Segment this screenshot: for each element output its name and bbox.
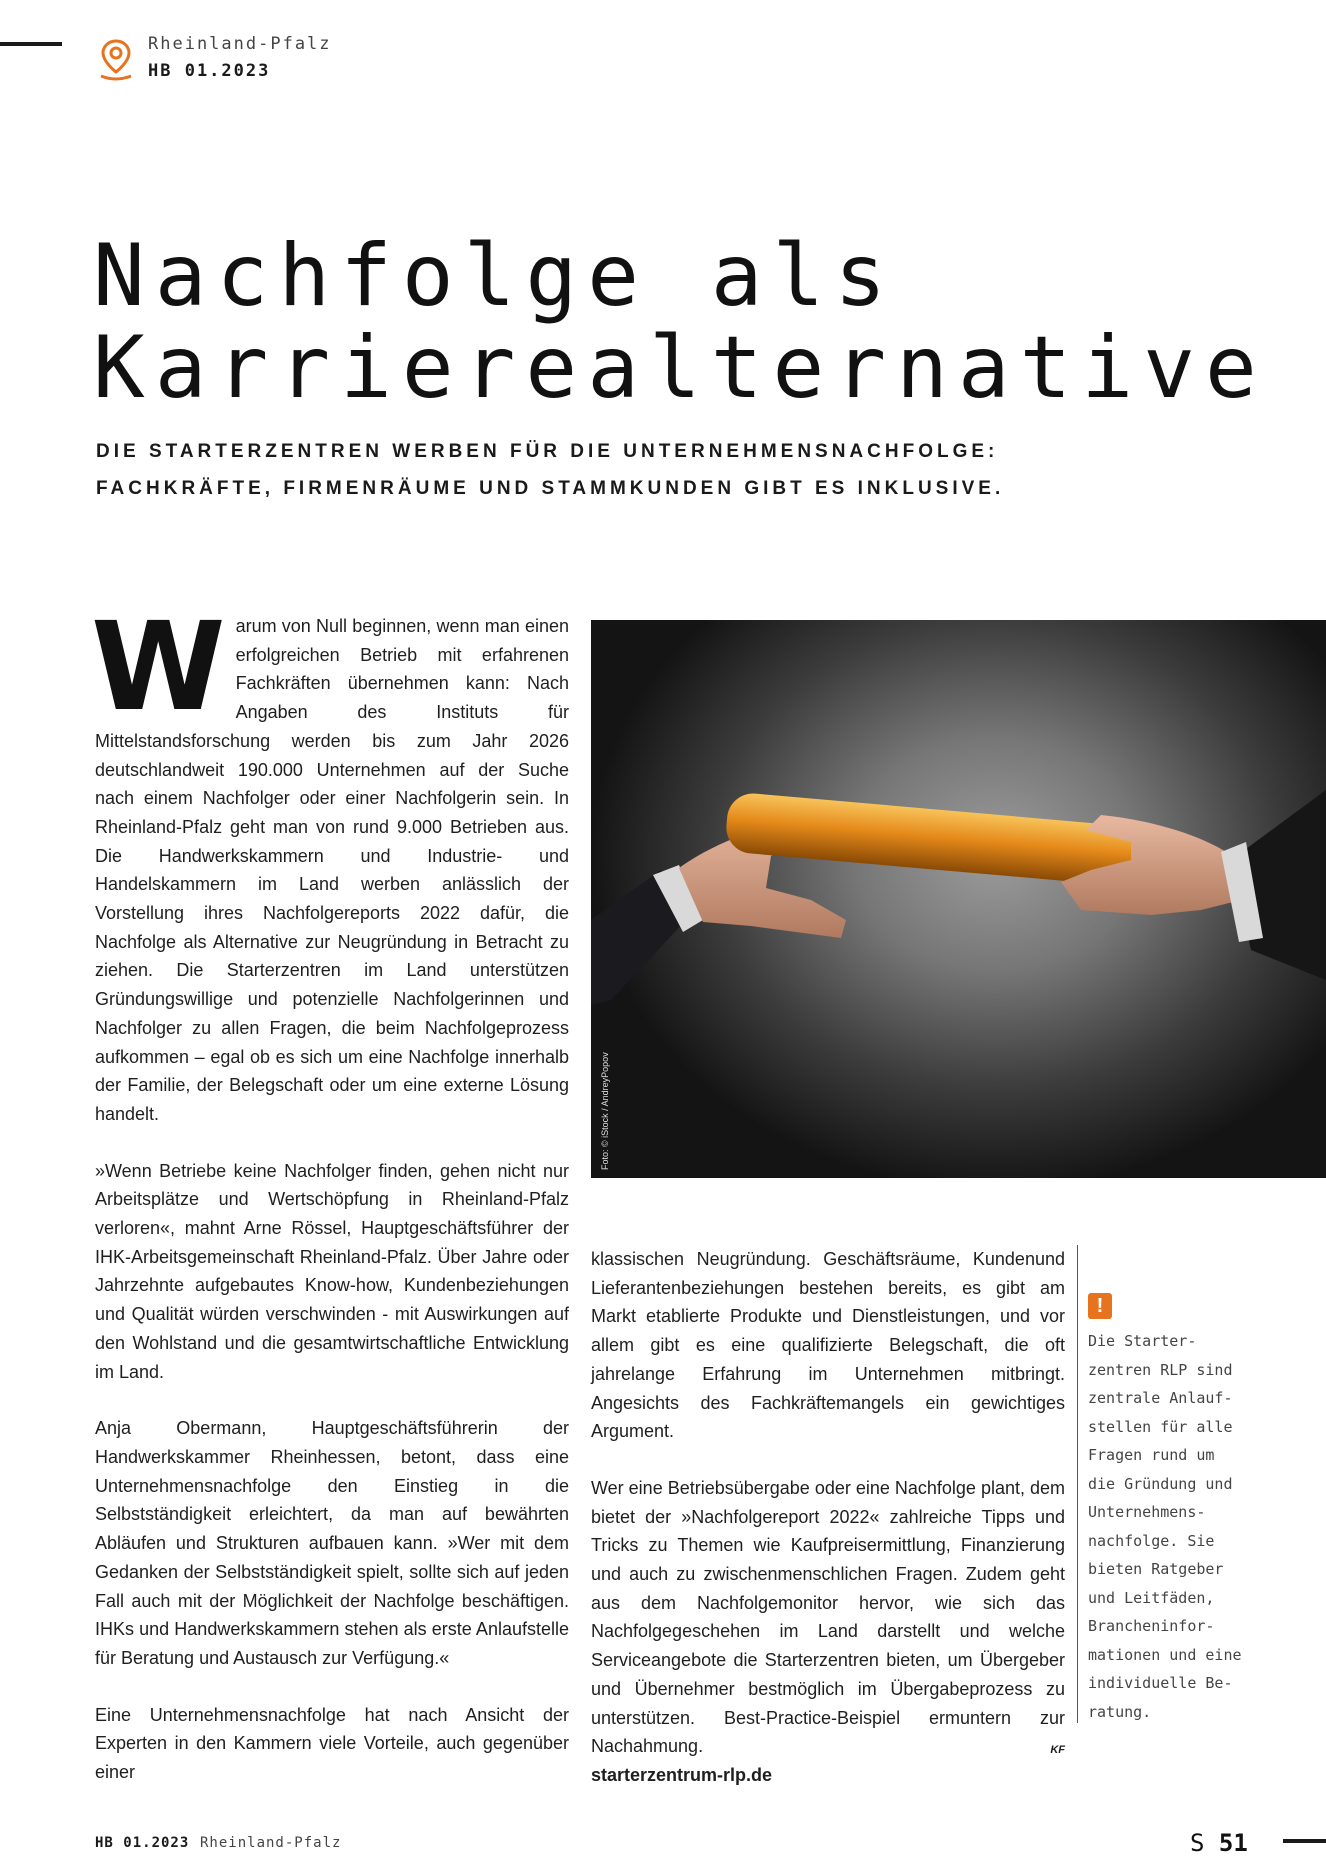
paragraph-3-text: Anja Obermann, Hauptgeschäftsführerin der Handwerkskammer Rheinhessen, betont, dass eine Unternehmensnachfolge den Einstieg in die Selbstständigkeit erleichtert, da man auf bewährten Abläufen und Strukturen aufbauen kann. »Wer mit dem Gedanken der Selbstständigkeit spielt, sollte sich auf jeden Fall auch mit der Möglichkeit der Nachfolge beschäftigen. IHKs und Handwerkskammern stehen als erste Anlaufstelle für Beratung und Austausch zur Verfügung.« [95,1418,569,1668]
article-title [93,226,1267,418]
photo-credit: Foto: © iStock / AndreyPopov [600,1052,610,1170]
paragraph-2-text: »Wenn Betriebe keine Nachfolger finden, gehen nicht nur Arbeitsplätze und Wertschöpfung in Rheinland-Pfalz verloren«, mahnt Arne Rössel, Hauptgeschäftsführer der IHK-Arbeitsgemeinschaft Rheinland-Pfalz. Über Jahre oder Jahrzehnte aufgebautes Know-how, Kundenbeziehungen und Qualität würden verschwinden - mit Auswirkungen auf den Wohlstand und die gesamtwirtschaftliche Entwicklung im Land. [95,1160,569,1382]
title-line-1: Nachfolge als [93,226,897,326]
sidebar-line: bieten Ratgeber [1088,1560,1224,1578]
header-region: Rheinland-Pfalz [148,34,332,54]
article-photo [591,620,1326,1178]
sidebar-line: Unternehmens- [1088,1503,1206,1521]
location-pin-icon [97,38,135,82]
website-link[interactable]: starterzentrum-rlp.de [591,1764,773,1785]
sidebar-line: zentrale Anlauf- [1088,1389,1233,1407]
sidebar-line: nachfolge. Sie [1088,1531,1215,1550]
paragraph-3 [95,1414,569,1672]
sidebar-line: ratung. [1088,1702,1152,1721]
sidebar-line: Die Starter- [1088,1332,1197,1350]
subtitle-line-1: DIE STARTERZENTREN WERBEN FÜR DIE UNTERNEHMENSNACHFOLGE: [96,441,999,462]
paragraph-6 [591,1474,1065,1761]
left-column [91,596,569,1815]
subtitle-line-2: FACHKRÄFTE, FIRMENRÄUME UND STAMMKUNDEN GIBT ES INKLUSIVE. [96,478,1005,499]
relay-baton-illustration [591,620,1326,1178]
footer-region: Rheinland-Pfalz [200,1835,342,1851]
exclamation-icon: ! [1088,1293,1112,1319]
paragraph-6-text: Wer eine Betriebsübergabe oder eine Nachfolge plant, dem bietet der »Nachfolgereport 2022« zahlreiche Tipps und Tricks zu Themen wie Kaufpreisermittlung, Finanzierung und auch zu zwischenmenschlichen Fragen. Zudem geht aus dem Nachfolgemonitor hervor, wie sich das Nachfolgegeschehen im Land darstellt und welche Serviceangebote die Starterzentren bieten, um Übergeber und Übernehmer bestmöglich im Übergabeprozess zu unterstützen. Best-Practice-Beispiel ermuntern zur Nachahmung. [591,1477,1065,1757]
middle-column [591,1245,1065,1790]
sidebar-line: mationen und eine [1088,1645,1242,1664]
footer-issue: HB 01.2023 [95,1835,190,1851]
sidebar-line: zentren RLP sind [1088,1360,1233,1379]
bottom-right-rule [1283,1839,1326,1843]
paragraph-4 [95,1701,569,1787]
paragraph-5-text: klassischen Neugründung. Geschäftsräume, Kundenund Lieferantenbeziehungen bestehen bereits, es gibt am Markt etablierte Produkte und Dienstleistungen, und vor allem gibt es eine qualifizierte Belegschaft, die oft jahrelange Erfahrung im Unternehmen mitbringt. Angesichts des Fachkräftemangels ein gewichtiges Argument. [591,1249,1065,1442]
sidebar-line: stellen für alle [1088,1417,1233,1436]
paragraph-2 [95,1157,569,1387]
sidebar-line: individuelle Be- [1088,1674,1233,1692]
page-number-value: 51 [1218,1829,1248,1857]
paragraph-1-text: arum von Null beginnen, wenn man einen erfolgreichen Betrieb mit erfahrenen Fachkräften übernehmen kann: Nach Angaben des Instituts für Mittelstandsforschung werden bis zum Jahr 2026 deutschlandweit 190.000 Unternehmen auf der Suche nach einem Nachfolger oder einer Nachfolgerin sein. In Rheinland-Pfalz geht man von rund 9.000 Betrieben aus. Die Handwerkskammern und Industrie- und Handelskammern im Land werben anlässlich der Vorstellung ihres Nachfolgereports 2022 dafür, die Nachfolge als Alternative zur Neugründung in Betracht zu ziehen. Die Starterzentren im Land unterstützen Gründungswillige und potenzielle Nachfolgerinnen und Nachfolger zu allen Fragen, die beim Nachfolgeprozess aufkommen – egal ob es sich um eine Nachfolge innerhalb der Familie, der Belegschaft oder um eine externe Lösung handelt. [95,616,569,1124]
paragraph-4-text: Eine Unternehmensnachfolge hat nach Ansicht der Experten in den Kammern viele Vorteile, auch gegenüber einer [95,1704,569,1783]
article-subtitle [96,433,1096,507]
drop-cap: W [91,596,226,738]
sidebar-line: und Leitfäden, [1088,1588,1215,1607]
sidebar-note [1088,1327,1288,1726]
title-line-2: Karrierealternative [93,318,1267,418]
header-issue: HB 01.2023 [148,61,271,81]
top-left-rule [0,42,62,46]
page-prefix: S [1190,1829,1205,1857]
paragraph-5 [591,1245,1065,1446]
sidebar-line: die Gründung und [1088,1474,1233,1493]
sidebar-divider [1077,1245,1078,1723]
paragraph-1 [91,596,569,1129]
sidebar-line: Fragen rund um [1088,1446,1215,1464]
sidebar-line: Brancheninfor- [1088,1617,1215,1635]
author-initials: KF [1050,1744,1065,1757]
page-number [1190,1829,1248,1857]
